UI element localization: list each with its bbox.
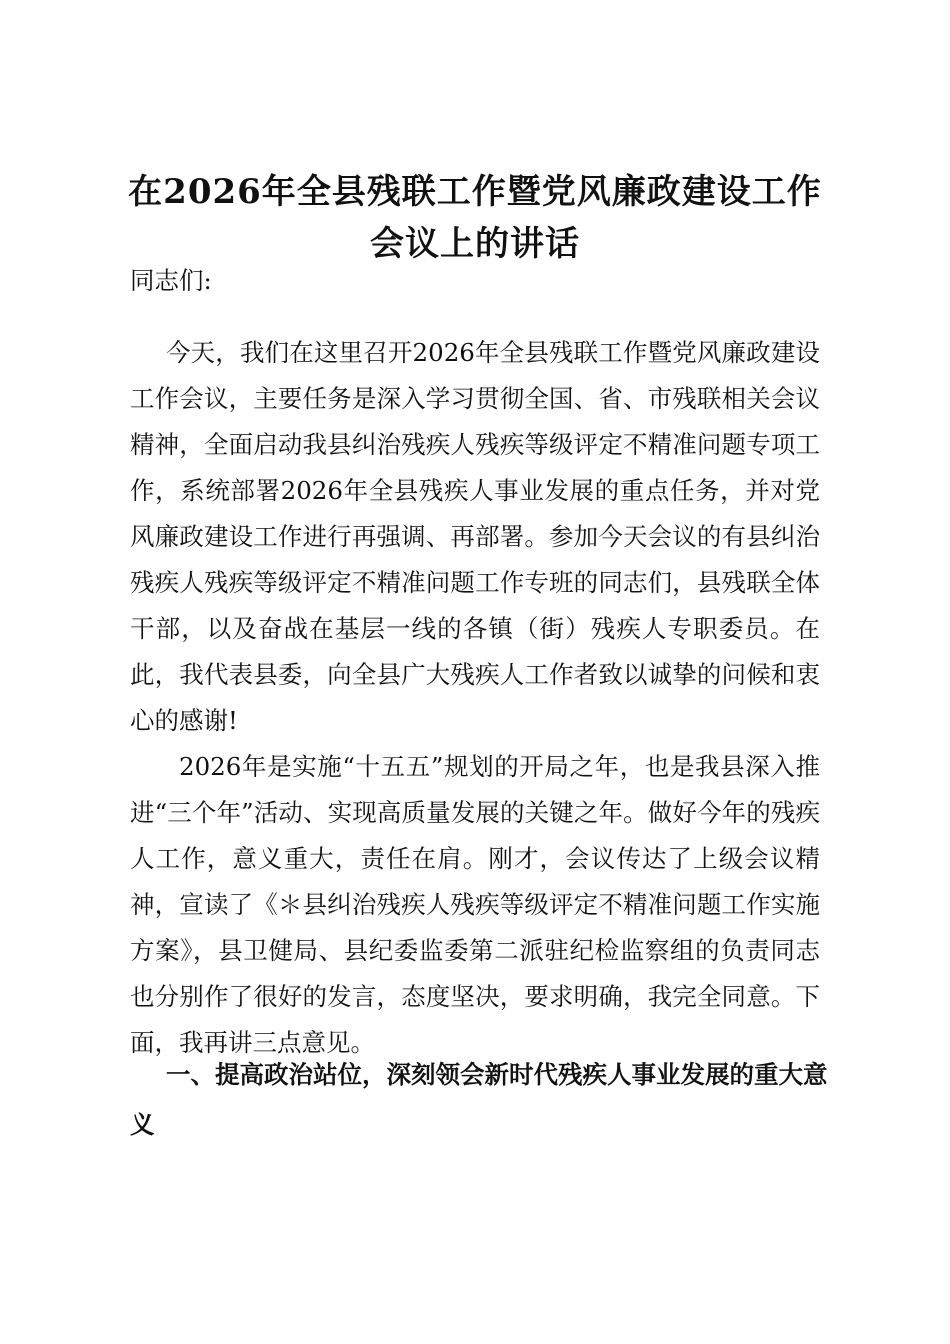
document-title-line-1: 在2026年全县残联工作暨党风廉政建设工作 [128, 172, 822, 212]
salutation: 同志们: [130, 266, 212, 295]
paragraph-opening: 今天，我们在这里召开2026年全县残联工作暨党风廉政建设工作会议，主要任务是深入学习贯彻全国、省、市残联相关会议精神，全面启动我县纠治残疾人残疾等级评定不精准问题专项工作，系统部署2026年全县残疾人事业发展的重点任务，并对党风廉政建设工作进行再强调、再部署。参加今天会议的有县纠治残疾人残疾等级评定不精准问题工作专班的同志们，县残联全体干部，以及奋战在基层一线的各镇（街）残疾人专职委员。在此，我代表县委，向全县广大残疾人工作者致以诚挚的问候和衷心的感谢! [130, 338, 820, 735]
section-heading-1: 一、提高政治站位，深刻领会新时代残疾人事业发展的重大意义 [130, 1060, 828, 1139]
document-title [120, 166, 830, 270]
paragraph-context: 2026年是实施“十五五”规划的开局之年，也是我县深入推进“三个年”活动、实现高质量发展的关键之年。做好今年的残疾人工作，意义重大，责任在肩。刚才，会议传达了上级会议精神，宣读了《＊县纠治残疾人残疾等级评定不精准问题工作实施方案》，县卫健局、县纪委监委第二派驻纪检监察组的负责同志也分别作了很好的发言，态度坚决，要求明确，我完全同意。下面，我再讲三点意见。 [130, 752, 820, 1057]
document-title-line-2: 会议上的讲话 [370, 224, 580, 264]
